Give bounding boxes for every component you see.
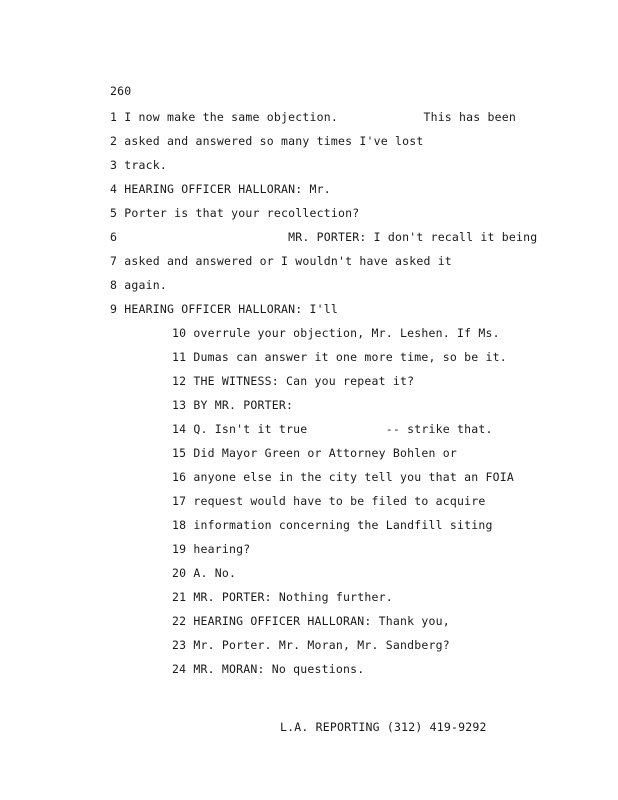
line-text: information concerning the Landfill siting — [193, 518, 493, 532]
transcript-line-1 — [110, 110, 516, 124]
line-number: 18 — [172, 518, 187, 532]
line-text: I now make the same objection. This has been — [124, 110, 517, 124]
line-number: 13 — [172, 398, 187, 412]
transcript-line-20 — [172, 566, 236, 580]
line-text: Did Mayor Green or Attorney Bohlen or — [193, 446, 457, 460]
line-text: hearing? — [193, 542, 251, 556]
transcript-line-19 — [172, 542, 250, 556]
transcript-line-3 — [110, 158, 167, 172]
line-text: track. — [124, 158, 167, 172]
line-text: request would have to be filed to acquire — [193, 494, 486, 508]
line-text: BY MR. PORTER: — [193, 398, 294, 412]
transcript-line-23 — [172, 638, 450, 652]
line-number: 3 — [110, 158, 118, 172]
line-text: THE WITNESS: Can you repeat it? — [193, 374, 415, 388]
line-number: 7 — [110, 254, 118, 268]
transcript-line-4 — [110, 182, 331, 196]
line-number: 17 — [172, 494, 187, 508]
line-text: MR. MORAN: No questions. — [193, 662, 365, 676]
line-text: Porter is that your recollection? — [124, 206, 360, 220]
line-text: HEARING OFFICER HALLORAN: Mr. — [124, 182, 331, 196]
transcript-line-7 — [110, 254, 452, 268]
transcript-line-16 — [172, 470, 514, 484]
line-text: overrule your objection, Mr. Leshen. If Ms. — [193, 326, 500, 340]
transcript-line-15 — [172, 446, 457, 460]
reporter-footer: L.A. REPORTING (312) 419-9292 — [280, 720, 487, 734]
transcript-line-11 — [172, 350, 507, 364]
line-number: 10 — [172, 326, 187, 340]
line-number: 16 — [172, 470, 187, 484]
line-number: 15 — [172, 446, 187, 460]
transcript-line-22 — [172, 614, 450, 628]
line-number: 12 — [172, 374, 187, 388]
line-text: A. No. — [193, 566, 237, 580]
line-number: 8 — [110, 278, 118, 292]
line-number: 9 — [110, 302, 118, 316]
transcript-line-14 — [172, 422, 493, 436]
line-number: 22 — [172, 614, 187, 628]
line-number: 24 — [172, 662, 187, 676]
line-number: 11 — [172, 350, 187, 364]
line-number: 5 — [110, 206, 118, 220]
transcript-line-21 — [172, 590, 393, 604]
transcript-line-17 — [172, 494, 485, 508]
line-number: 19 — [172, 542, 187, 556]
transcript-line-8 — [110, 278, 167, 292]
transcript-line-2 — [110, 134, 423, 148]
line-text: HEARING OFFICER HALLORAN: I'll — [124, 302, 338, 316]
line-text: Q. Isn't it true -- strike that. — [193, 422, 493, 436]
line-number: 6 — [110, 230, 118, 244]
line-number: 23 — [172, 638, 187, 652]
transcript-line-10 — [172, 326, 500, 340]
line-text: MR. PORTER: I don't recall it being — [124, 230, 538, 244]
line-number: 2 — [110, 134, 118, 148]
page-number: 260 — [110, 84, 132, 98]
transcript-line-9 — [110, 302, 338, 316]
line-text: MR. PORTER: Nothing further. — [193, 590, 393, 604]
line-text: HEARING OFFICER HALLORAN: Thank you, — [193, 614, 450, 628]
line-text: asked and answered so many times I've lost — [124, 134, 424, 148]
line-text: again. — [124, 278, 167, 292]
line-number: 20 — [172, 566, 187, 580]
line-number: 21 — [172, 590, 187, 604]
line-text: Dumas can answer it one more time, so be it. — [193, 350, 507, 364]
transcript-line-18 — [172, 518, 493, 532]
line-number: 14 — [172, 422, 187, 436]
transcript-line-13 — [172, 398, 293, 412]
line-number: 1 — [110, 110, 118, 124]
transcript-line-5 — [110, 206, 359, 220]
transcript-line-6 — [110, 230, 537, 244]
line-text: Mr. Porter. Mr. Moran, Mr. Sandberg? — [193, 638, 450, 652]
transcript-line-24 — [172, 662, 364, 676]
transcript-line-12 — [172, 374, 414, 388]
line-text: asked and answered or I wouldn't have asked it — [124, 254, 452, 268]
line-text: anyone else in the city tell you that an FOIA — [193, 470, 514, 484]
line-number: 4 — [110, 182, 118, 196]
